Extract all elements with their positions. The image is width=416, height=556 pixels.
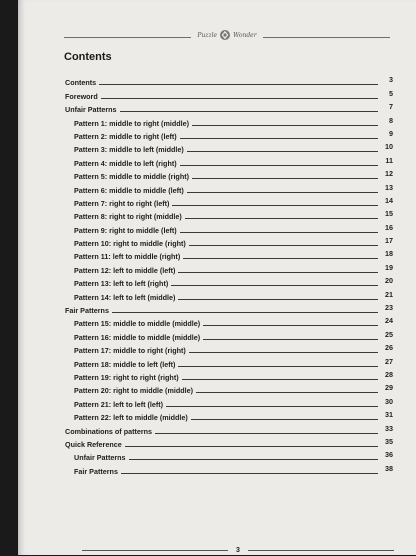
toc-entry[interactable] [65,436,393,449]
toc-subentry[interactable] [65,449,393,462]
toc-page-number: 11 [385,155,393,165]
toc-page-number: 19 [385,262,393,272]
toc-subentry[interactable] [65,328,393,341]
toc-leader-line [192,178,378,179]
toc-entry-title: Pattern 19: right to right (right) [74,372,179,382]
toc-page-number: 10 [385,142,393,152]
header-rule-right [263,37,390,38]
toc-entry-title: Pattern 7: right to right (left) [74,198,170,208]
toc-subentry[interactable] [65,382,393,395]
header-rule-left [64,37,191,38]
toc-leader-line [125,446,378,447]
toc-page-number: 36 [385,450,393,460]
toc-page-number: 14 [385,195,393,205]
toc-entry-title: Unfair Patterns [74,453,126,463]
toc-subentry[interactable] [65,128,393,141]
toc-leader-line [178,366,378,367]
toc-page-number: 13 [385,182,393,192]
table-of-contents [65,74,393,476]
toc-page-number: 27 [385,356,393,366]
toc-subentry[interactable] [65,114,393,127]
toc-subentry[interactable] [65,395,393,408]
toc-leader-line [172,205,378,206]
toc-page-number: 12 [385,169,393,179]
toc-leader-line [189,352,378,353]
toc-page-number: 23 [385,303,393,313]
footer-rule-left [82,550,228,551]
toc-leader-line [99,84,378,85]
page-number: 3 [236,546,240,554]
toc-page-number: 29 [385,383,393,393]
toc-entry-title: Pattern 4: middle to left (right) [74,158,177,168]
toc-page-number: 38 [385,463,393,473]
toc-entry[interactable] [65,74,393,87]
toc-entry[interactable] [65,87,393,100]
toc-subentry[interactable] [65,288,393,301]
toc-subentry[interactable] [65,195,393,208]
toc-subentry[interactable] [65,221,393,234]
toc-leader-line [185,218,378,219]
toc-subentry[interactable] [65,409,393,422]
toc-leader-line [120,111,378,112]
toc-entry-title: Pattern 18: middle to left (left) [74,359,176,369]
toc-leader-line [180,165,378,166]
toc-subentry[interactable] [65,261,393,274]
toc-entry-title: Pattern 16: middle to middle (middle) [74,332,201,342]
toc-subentry[interactable] [65,275,393,288]
toc-subentry[interactable] [65,462,393,475]
toc-leader-line [189,245,378,246]
toc-entry-title: Pattern 14: left to left (middle) [74,292,176,302]
toc-entry-title: Pattern 22: left to middle (middle) [74,413,188,423]
toc-leader-line [183,258,378,259]
puzzle-logo-icon [219,29,231,41]
toc-entry-title: Pattern 1: middle to right (middle) [74,118,190,128]
page-header [64,28,390,42]
toc-entry-title: Pattern 11: left to middle (right) [74,252,181,262]
toc-leader-line [112,312,378,313]
toc-page-number: 33 [385,423,393,433]
toc-subentry[interactable] [65,181,393,194]
toc-leader-line [121,473,378,474]
toc-page-number: 15 [385,209,393,219]
toc-entry-title: Pattern 20: right to middle (middle) [74,386,194,396]
toc-subentry[interactable] [65,355,393,368]
toc-subentry[interactable] [65,141,393,154]
toc-entry-title: Fair Patterns [74,466,118,476]
toc-leader-line [187,192,378,193]
toc-page-number: 31 [385,410,393,420]
footer-rule-right [248,550,394,551]
toc-leader-line [191,419,378,420]
toc-leader-line [101,98,378,99]
toc-leader-line [129,459,378,460]
toc-entry-title: Pattern 21: left to left (left) [74,399,164,409]
toc-page-number: 21 [385,289,393,299]
toc-entry-title: Pattern 2: middle to right (left) [74,131,177,141]
toc-entry-title: Pattern 5: middle to middle (right) [74,172,190,182]
toc-entry[interactable] [65,101,393,114]
toc-entry-title: Combinations of patterns [65,426,153,436]
toc-page-number: 30 [385,396,393,406]
toc-page-number: 35 [385,436,393,446]
toc-subentry[interactable] [65,342,393,355]
toc-entry[interactable] [65,302,393,315]
toc-page-number: 17 [385,236,393,246]
header-logo [191,29,262,41]
toc-leader-line [180,138,378,139]
toc-entry-title: Fair Patterns [65,306,109,316]
page-title: Contents [64,51,112,63]
toc-entry-title: Pattern 8: right to right (middle) [74,212,182,222]
toc-subentry[interactable] [65,235,393,248]
toc-page-number: 3 [389,75,393,85]
toc-leader-line [178,299,378,300]
toc-entry-title: Pattern 12: left to middle (left) [74,265,176,275]
toc-entry[interactable] [65,422,393,435]
toc-entry-title: Pattern 13: left to left (right) [74,279,169,289]
toc-page-number: 18 [385,249,393,259]
toc-entry-title: Unfair Patterns [65,105,117,115]
toc-leader-line [203,325,378,326]
toc-entry-title: Contents [65,78,97,88]
toc-entry-title: Pattern 10: right to middle (right) [74,239,186,249]
toc-page-number: 28 [385,369,393,379]
toc-entry-title: Quick Reference [65,439,122,449]
toc-subentry[interactable] [65,315,393,328]
toc-entry-title: Pattern 6: middle to middle (left) [74,185,184,195]
toc-leader-line [180,232,378,233]
toc-page-number: 16 [385,222,393,232]
toc-entry-title: Pattern 15: middle to middle (middle) [74,319,201,329]
toc-page-number: 8 [389,115,393,125]
toc-page-number: 9 [389,128,393,138]
logo-text-left: Puzzle [197,31,218,39]
toc-subentry[interactable] [65,168,393,181]
toc-subentry[interactable] [65,154,393,167]
toc-entry-title: Pattern 17: middle to right (right) [74,346,186,356]
toc-leader-line [182,379,378,380]
toc-leader-line [187,151,378,152]
toc-subentry[interactable] [65,369,393,382]
logo-text-right: Wonder [233,31,257,39]
toc-page-number: 7 [389,102,393,112]
toc-leader-line [178,272,378,273]
toc-leader-line [203,339,378,340]
toc-leader-line [192,125,378,126]
document-page [18,0,416,555]
toc-page-number: 24 [385,316,393,326]
toc-page-number: 20 [385,276,393,286]
toc-page-number: 26 [385,343,393,353]
toc-page-number: 25 [385,329,393,339]
page-footer [82,544,394,556]
toc-entry-title: Foreword [65,91,98,101]
toc-leader-line [171,285,378,286]
toc-leader-line [166,406,378,407]
toc-page-number: 5 [389,88,393,98]
toc-entry-title: Pattern 9: right to middle (left) [74,225,177,235]
toc-leader-line [196,392,378,393]
toc-subentry[interactable] [65,248,393,261]
toc-entry-title: Pattern 3: middle to left (middle) [74,145,184,155]
toc-leader-line [155,433,378,434]
toc-subentry[interactable] [65,208,393,221]
